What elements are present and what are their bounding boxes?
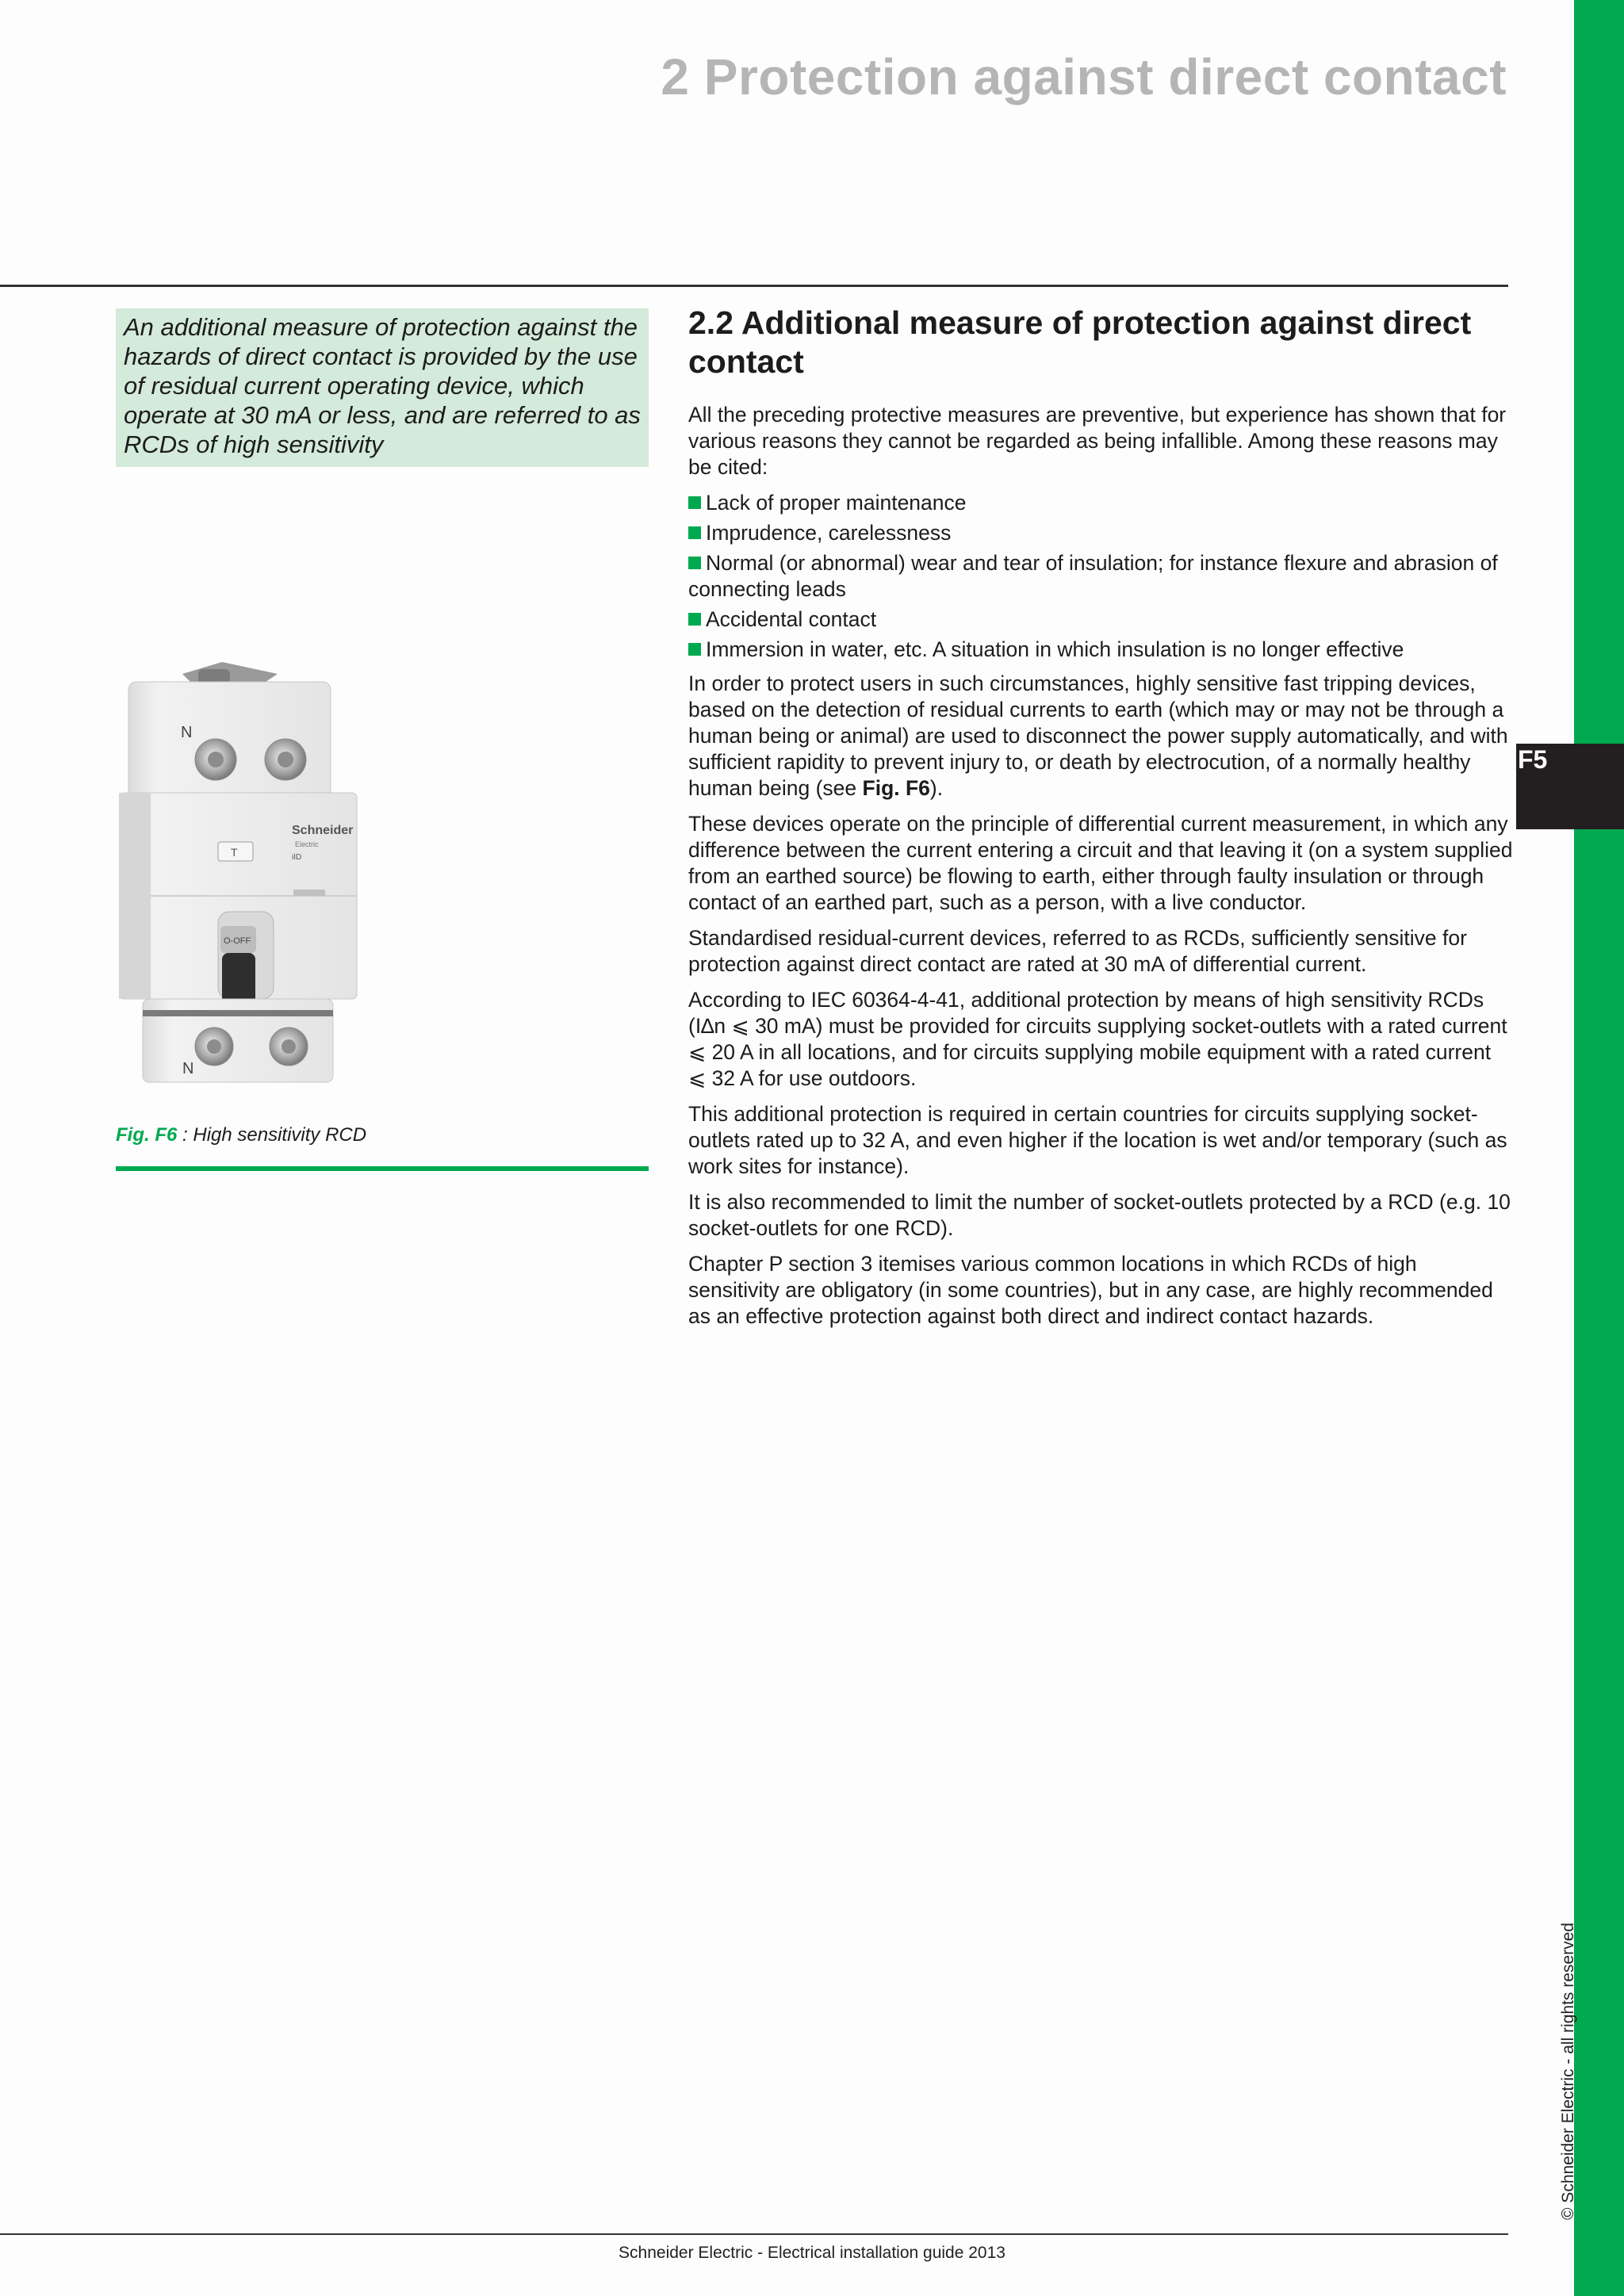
figure-rule: [116, 1166, 649, 1171]
device-brand-sub: Electric: [295, 840, 319, 848]
list-item: Normal (or abnormal) wear and tear of insulation; for instance flexure and abrasion of connecting leads: [688, 551, 1498, 601]
list-item: Immersion in water, etc. A situation in which insulation is no longer effective: [688, 637, 1513, 663]
paragraph: These devices operate on the principle of differential current measurement, in which any difference between the current entering a circuit and that leaving it (on a system supplied from an earthed source) be flowing to earth, either through faulty insulation or through contact of an earthed part, such as a person, with a live conductor.: [688, 812, 1513, 914]
rcd-device-image: [119, 658, 361, 1086]
figure-reference: Fig. F6: [862, 776, 930, 800]
figure-caption-separator: :: [177, 1124, 193, 1146]
paragraph: It is also recommended to limit the number of socket-outlets protected by a RCD (e.g. 10 socket-outlets for one RCD).: [688, 1190, 1511, 1240]
bullet-square-icon: [688, 643, 701, 656]
terminal-label-top: N: [181, 724, 193, 741]
header-rule: [0, 285, 1508, 287]
device-model: iID: [292, 853, 302, 862]
paragraph: This additional protection is required in certain countries for circuits supplying socket-outlets rated up to 32 A, and even higher if the location is wet and/or temporary (such as work sites for instance).: [688, 1102, 1507, 1178]
chapter-title: 2 Protection against direct contact: [661, 48, 1507, 105]
figure-caption-text: High sensitivity RCD: [193, 1124, 367, 1146]
reasons-list: [688, 490, 1513, 663]
bullet-square-icon: [688, 557, 701, 569]
page-footer: Schneider Electric - Electrical installation guide 2013: [619, 2244, 1005, 2262]
page-tab: [1516, 744, 1624, 829]
list-item: Imprudence, carelessness: [688, 520, 1513, 546]
side-color-bar: [1574, 0, 1624, 2296]
main-content: [688, 304, 1513, 1339]
page-tab-label: F5: [1518, 745, 1548, 774]
paragraph: In order to protect users in such circumstances, highly sensitive fast tripping devices, based on the detection of residual currents to earth (which may or may not be through a human being or animal) are used to disconnect the power supply automatically, and with sufficient rapidity to prevent injury to, or death by electrocution, of a normally healthy human being (see Fig. F6).: [688, 672, 1508, 800]
figure-caption: [116, 1124, 366, 1146]
paragraph: Standardised residual-current devices, referred to as RCDs, sufficiently sensitive for protection against direct contact are rated at 30 mA of differential current.: [688, 926, 1467, 976]
bullet-square-icon: [688, 526, 701, 539]
section-heading: 2.2 Additional measure of protection against direct contact: [688, 304, 1472, 380]
test-button-label: T: [231, 846, 238, 859]
device-brand: Schneider: [292, 824, 354, 837]
paragraph: According to IEC 60364-4-41, additional protection by means of high sensitivity RCDs (I∆n ⩽ 30 mA) must be provided for circuits supplying socket-outlets with a rated current ⩽ 20 A in all locations, and for circuits supplying mobile equipment with a rated current ⩽ 32 A for use outdoors.: [688, 988, 1507, 1090]
switch-label: O-OFF: [224, 936, 251, 946]
intro-paragraph: All the preceding protective measures are preventive, but experience has shown that for various reasons they cannot be regarded as being infallible. Among these reasons may be cited:: [688, 403, 1507, 479]
footer-rule: [0, 2233, 1508, 2235]
paragraph: Chapter P section 3 itemises various common locations in which RCDs of high sensitivity are obligatory (in some countries), but in any case, are highly recommended as an effective protection against both direct and indirect contact hazards.: [688, 1252, 1493, 1328]
summary-box: An additional measure of protection against the hazards of direct contact is provided by the use of residual current operating device, which operate at 30 mA or less, and are referred to as RCDs of high sensitivity: [116, 308, 649, 467]
list-item: Lack of proper maintenance: [688, 490, 1513, 516]
figure-label: Fig. F6: [116, 1124, 178, 1146]
terminal-label-bottom: N: [182, 1060, 194, 1077]
bullet-square-icon: [688, 613, 701, 626]
copyright-notice: © Schneider Electric - all rights reserved: [1559, 1923, 1577, 2220]
list-item: Accidental contact: [688, 607, 1513, 633]
bullet-square-icon: [688, 496, 701, 509]
